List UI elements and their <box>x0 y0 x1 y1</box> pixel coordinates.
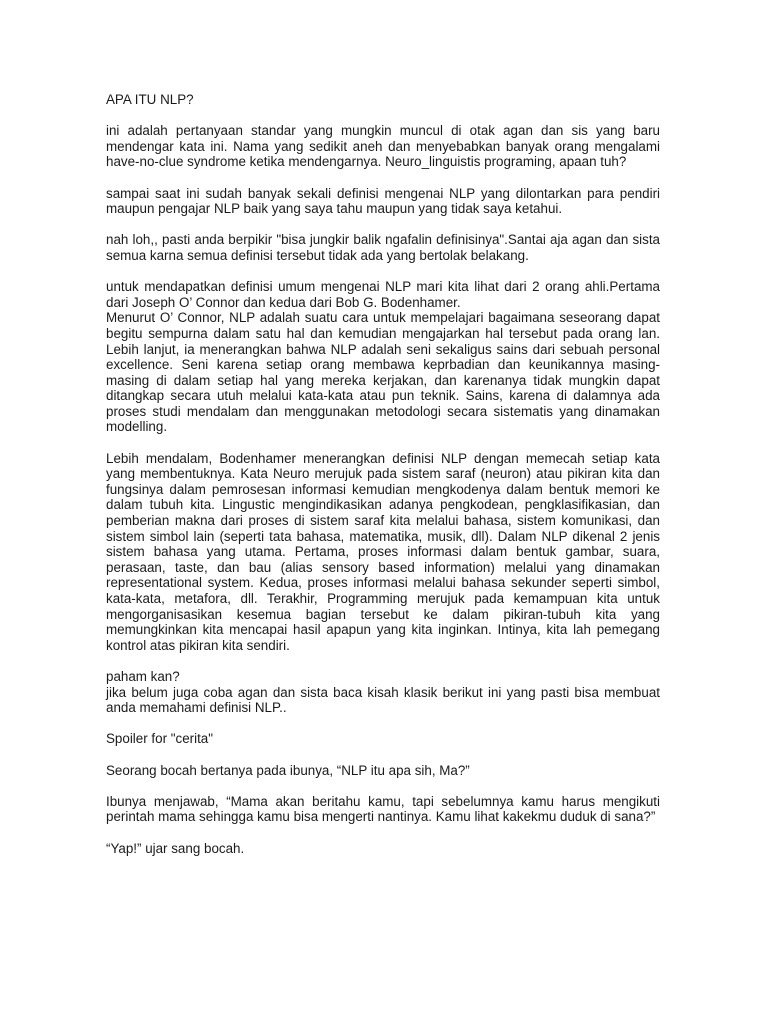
paragraph-belum-juga: jika belum juga coba agan dan sista baca kisah klasik berikut ini yang pasti bisa membuat anda memahami definisi NLP.. <box>106 684 660 716</box>
paragraph-definitions: sampai saat ini sudah banyak sekali definisi mengenai NLP yang dilontarkan para pendiri maupun pengajar NLP baik yang saya tahu maupun yang tidak saya ketahui. <box>106 185 660 217</box>
paragraph-yap: “Yap!” ujar sang bocah. <box>106 840 245 856</box>
paragraph-two-experts: untuk mendapatkan definisi umum mengenai NLP mari kita lihat dari 2 orang ahli.Pertama dari Joseph O’ Connor dan kedua dari Bob G. Bodenhamer. <box>106 279 660 310</box>
paragraph-ibunya-menjawab: Ibunya menjawab, “Mama akan beritahu kamu, tapi sebelumnya kamu harus mengikuti perintah mama sehingga kamu bisa mengerti nantinya. Kamu lihat kakekmu duduk di sana?” <box>106 793 660 825</box>
paragraph-bocah-bertanya: Seorang bocah bertanya pada ibunya, “NLP itu apa sih, Ma?” <box>106 762 470 778</box>
paragraph-intro: ini adalah pertanyaan standar yang mungkin muncul di otak agan dan sis yang baru mendengar kata ini. Nama yang sedikit aneh dan menyebabkan banyak orang mengalami have-no-clue syndrome ketika mendengarnya. Neuro_linguistis programing, apaan tuh? <box>106 123 660 170</box>
paragraph-nah-loh: nah loh,, pasti anda berpikir "bisa jungkir balik ngafalin definisinya".Santai aja agan dan sista semua karna semua definisi tersebut tidak ada yang bertolak belakang. <box>106 232 660 263</box>
document-title: APA ITU NLP? <box>106 92 194 107</box>
document-page <box>106 92 660 872</box>
paragraph-bodenhamer: Lebih mendalam, Bodenhamer menerangkan definisi NLP dengan memecah setiap kata yang membentuknya. Kata Neuro merujuk pada sistem saraf (neuron) atau pikiran kita dan fungsinya dalam pemrosesan informasi kemudian mengkodenya dalam bentuk memori ke dalam tubuh kita. Lingustic mengindikasikan adanya pengkodean, pengklasifikasian, dan pemberian makna dari proses di sistem saraf kita melalui bahasa, sistem komunikasi, dan sistem simbol lain (seperti tata bahasa, matematika, musik, dll). Dalam NLP dikenal 2 jenis sistem bahasa yang utama. Pertama, proses informasi dalam bentuk gambar, suara, perasaan, taste, dan bau (alias sensory based information) melalui yang dinamakan representational system. Kedua, proses informasi melalui bahasa sekunder seperti simbol, kata-kata, metafora, dll. Terakhir, Programming merujuk pada kemampuan kita untuk mengorganisasikan kesemua bagian tersebut ke dalam pikiran-tubuh kita yang memungkinkan kita mencapai hasil apapun yang kita inginkan. Intinya, kita lah pemegang kontrol atas pikiran kita sendiri. <box>106 450 660 653</box>
paragraph-paham-kan: paham kan? <box>106 668 180 684</box>
spoiler-label: Spoiler for "cerita" <box>106 731 214 747</box>
paragraph-oconnor: Menurut O’ Connor, NLP adalah suatu cara untuk mempelajari bagaimana seseorang dapat begitu sempurna dalam satu hal dan kemudian mengajarkan hal tersebut pada orang lan. Lebih lanjut, ia menerangkan bahwa NLP adalah seni sekaligus sains dari sebuah personal excellence. Seni karena setiap orang membawa keprbadian dan keunikannya masing-masing di dalam setiap hal yang mereka kerjakan, dan karenanya tidak mungkin dapat ditangkap secara utuh melalui kata-kata atau pun teknik. Sains, karena di dalamnya ada proses studi mendalam dan menggunakan metodologi secara sistematis yang dinamakan modelling. <box>106 310 660 435</box>
